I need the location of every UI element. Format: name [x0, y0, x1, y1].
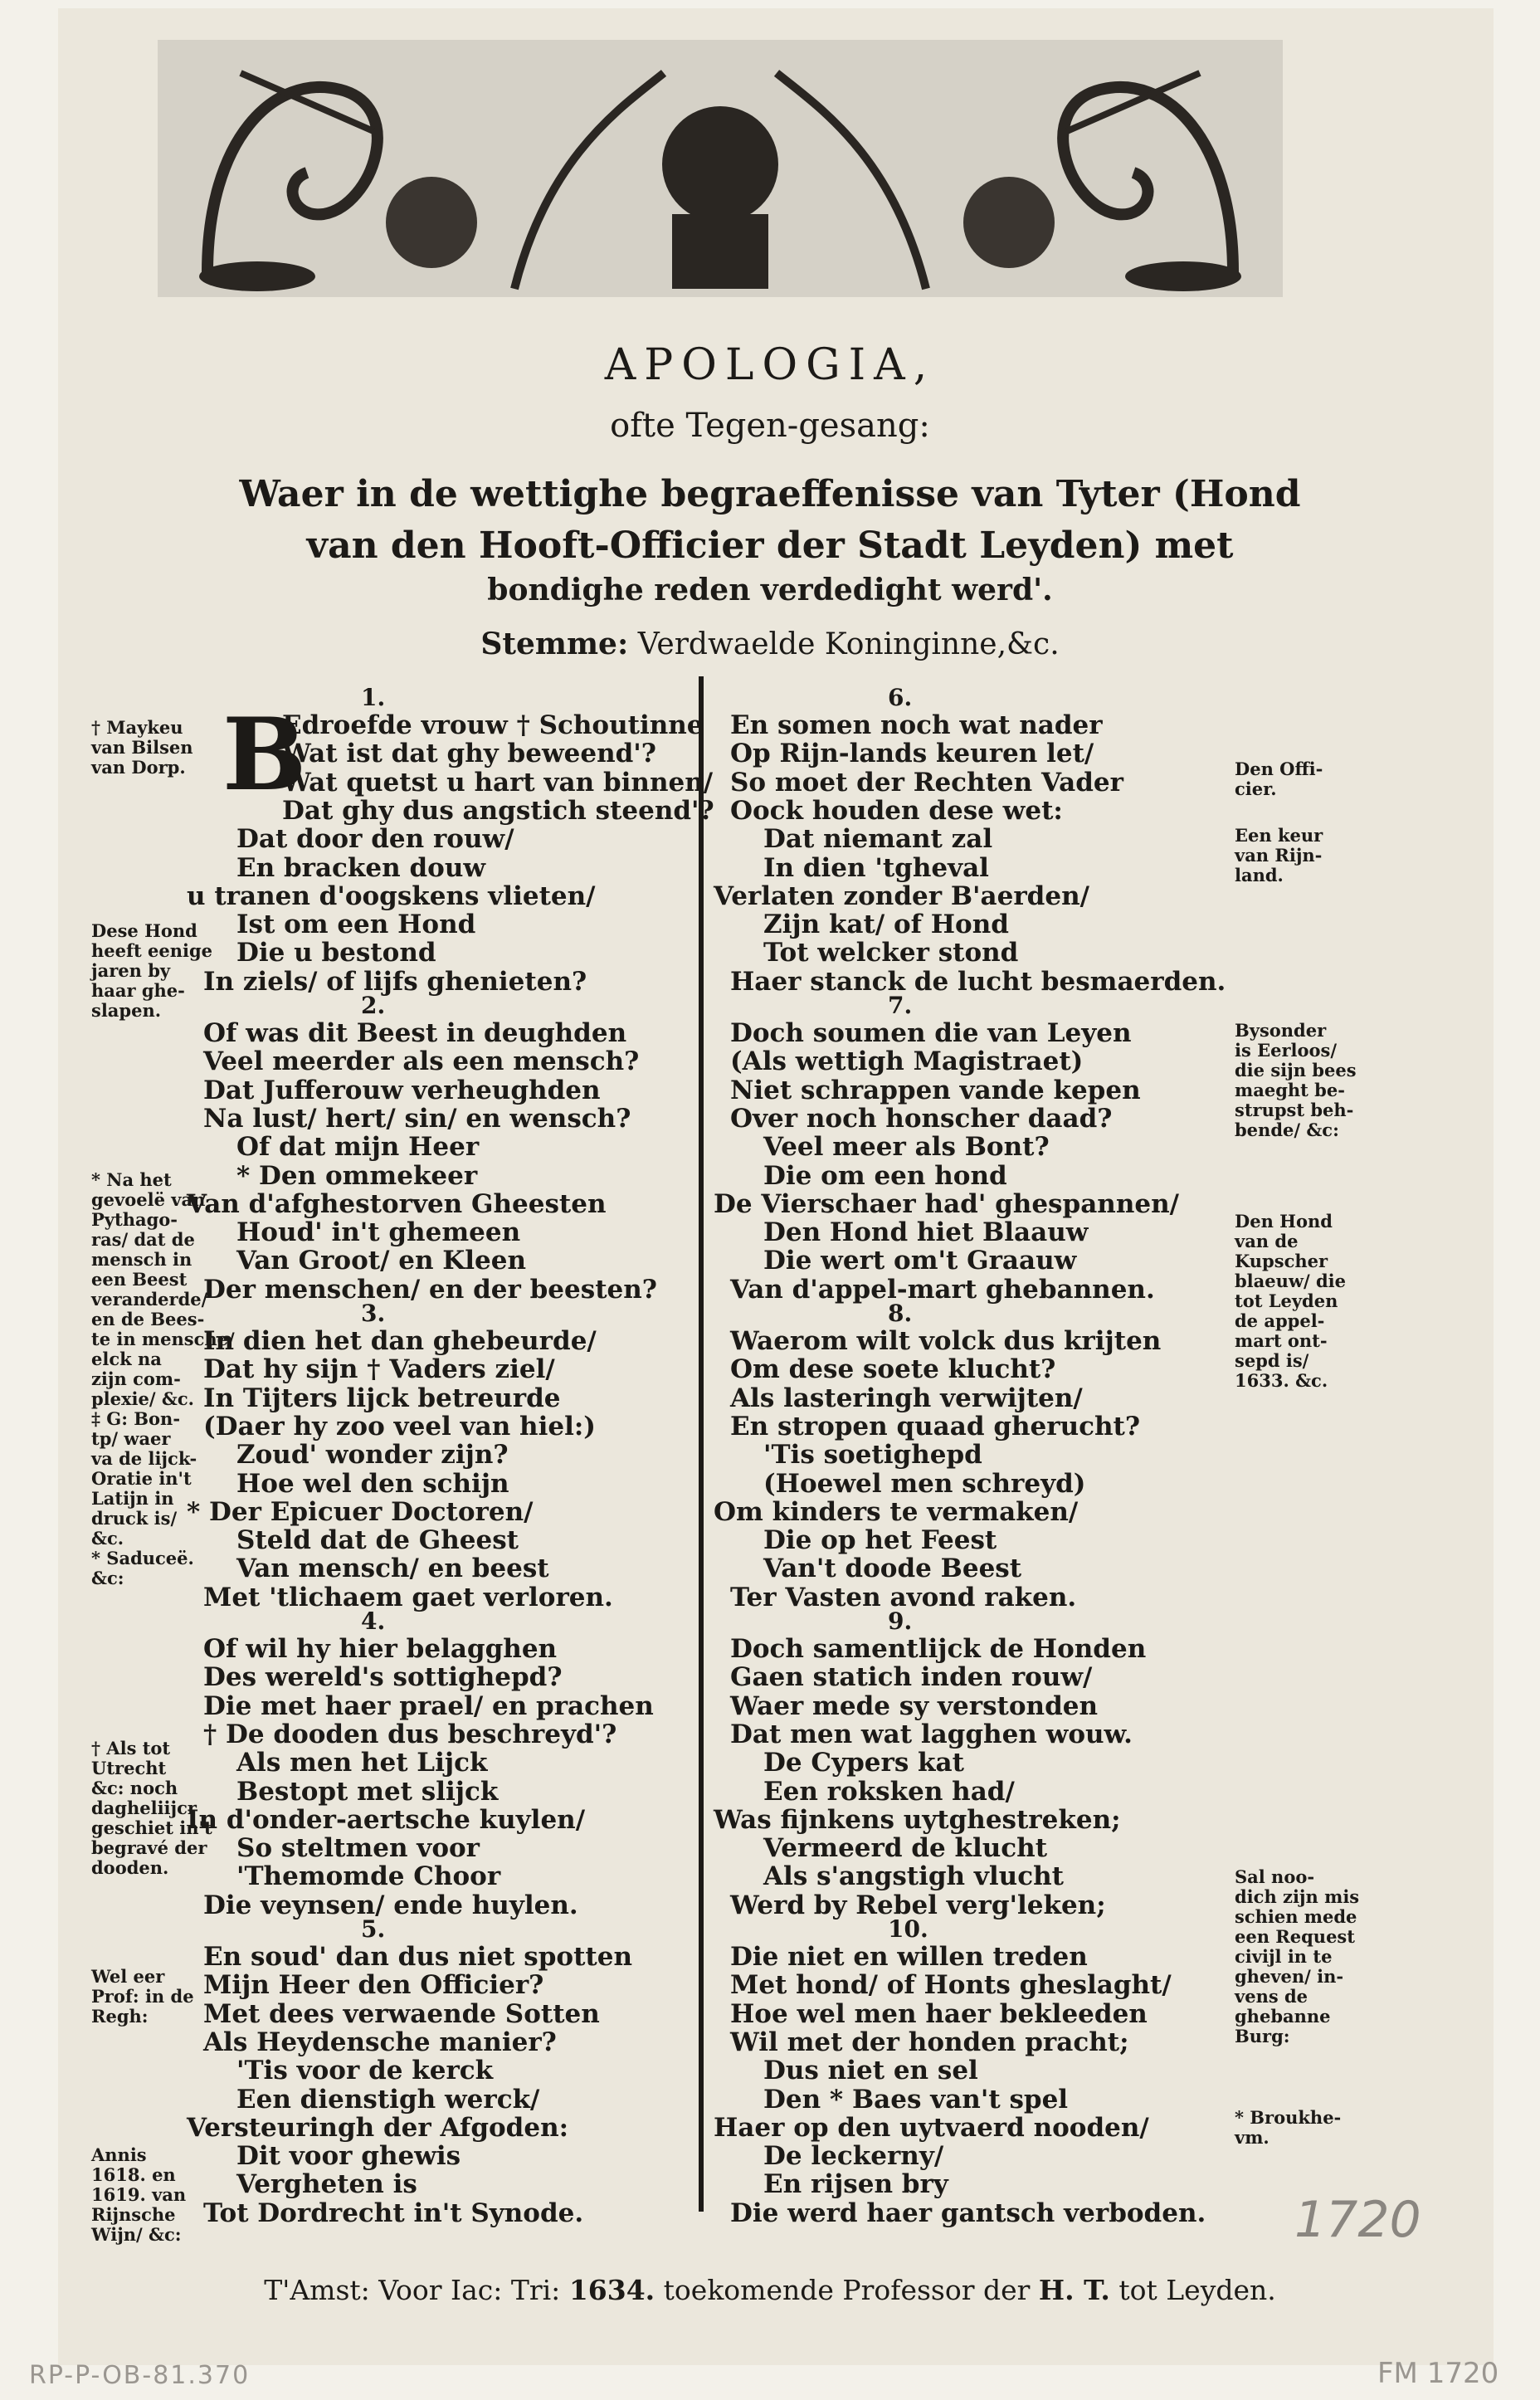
verse-line: Versteuringh der Afgoden: — [187, 2112, 569, 2143]
verse-line: Op Rijn-lands keuren let/ — [730, 739, 1094, 769]
verse-line: In dien 'tgheval — [763, 852, 989, 883]
imprint-text-2: toekomende Professor der — [663, 2274, 1031, 2306]
verse-line: Houd' in't ghemeen — [236, 1217, 521, 1248]
verse-line: Of wil hy hier belagghen — [203, 1634, 558, 1664]
verse-line: Met hond/ of Honts gheslaght/ — [730, 1970, 1172, 2001]
verse-line: En soud' dan dus niet spotten — [203, 1942, 632, 1972]
verse-line: Dat ghy dus angstich steend'? — [282, 795, 714, 826]
verse-line: Een roksken had/ — [763, 1776, 1015, 1807]
verse-line: 'Themomde Choor — [236, 1861, 501, 1892]
verse-line: Dit voor ghewis — [236, 2141, 461, 2172]
verse-line: Veel meerder als een mensch? — [203, 1046, 640, 1077]
call-number: RP-P-OB-81.370 — [29, 2361, 251, 2390]
verse-line: Van't doode Beest — [763, 1554, 1022, 1584]
verse-line: (Als wettigh Magistraet) — [730, 1046, 1084, 1077]
tune-indication — [0, 627, 1540, 661]
verse-line: De Vierschaer had' ghespannen/ — [714, 1188, 1179, 1219]
margin-note: Sal noo- dich zijn mis schien mede een Request civijl in te gheven/ in- vens de ghebanne Burg: — [1235, 1866, 1360, 2046]
verse-line: In Tijters lijck betreurde — [203, 1383, 561, 1413]
subtitle: ofte Tegen-gesang: — [610, 407, 930, 445]
verse-line: Met 'tlichaem gaet verloren. — [203, 1582, 613, 1612]
verse-line: In ziels/ of lijfs ghenieten? — [203, 966, 587, 997]
verse-line: Van d'appel-mart ghebannen. — [730, 1274, 1155, 1305]
tune-label: Stemme: — [480, 627, 629, 661]
stanza-number: 5. — [361, 1915, 386, 1943]
heading-line-2: van den Hooft-Officier der Stadt Leyden) met — [306, 524, 1234, 567]
stanza-number: 6. — [888, 684, 913, 711]
verse-line: Den Hond hiet Blaauw — [763, 1217, 1089, 1248]
verse-line: Den * Baes van't spel — [763, 2084, 1069, 2115]
verse-line: Tot welcker stond — [763, 938, 1019, 968]
verse-line: Na lust/ hert/ sin/ en wensch? — [203, 1103, 631, 1134]
stanza-number: 9. — [888, 1607, 913, 1635]
margin-note: Annis 1618. en 1619. van Rijnsche Wijn/ &c: — [91, 2144, 187, 2245]
verse-line: Die op het Feest — [763, 1525, 997, 1556]
stanza-number: 4. — [361, 1607, 386, 1635]
verse-line: So steltmen voor — [236, 1833, 480, 1864]
verse-line: † De dooden dus beschreyd'? — [203, 1719, 617, 1749]
verse-line: Als men het Lijck — [236, 1748, 488, 1778]
verse-line: Die om een hond — [763, 1160, 1007, 1191]
verse-line: Ter Vasten avond raken. — [730, 1582, 1077, 1612]
verse-line: Of was dit Beest in deughden — [203, 1018, 627, 1048]
stanza-number: 2. — [361, 992, 386, 1019]
drop-cap: B — [222, 696, 307, 813]
margin-note: Den Offi- cier. — [1235, 759, 1323, 799]
verse-line: Waer mede sy verstonden — [730, 1690, 1099, 1721]
stanza-number: 8. — [888, 1300, 913, 1327]
imprint — [0, 2274, 1540, 2306]
margin-note: Wel eer Prof: in de Regh: — [91, 1966, 194, 2027]
verse-line: Die u bestond — [236, 938, 436, 968]
verse-line: Wat quetst u hart van binnen/ — [282, 767, 714, 798]
margin-note: Bysonder is Eerloos/ die sijn bees maeght be- strupst beh- bende/ &c: — [1235, 1020, 1357, 1140]
margin-note: Den Hond van de Kupscher blaeuw/ die tot Leyden de appel- mart ont- sepd is/ 1633. &c. — [1235, 1211, 1346, 1391]
verse-line: Die wert om't Graauw — [763, 1246, 1077, 1276]
verse-line: Verlaten zonder B'aerden/ — [714, 880, 1089, 911]
verse-line: Bestopt met slijck — [236, 1776, 499, 1807]
verse-line: Steld dat de Gheest — [236, 1525, 519, 1556]
title: APOLOGIA, — [604, 340, 936, 390]
verse-line: Die werd haer gantsch verboden. — [730, 2198, 1206, 2228]
verse-line: Was fijnkens uytghestreken; — [714, 1804, 1121, 1835]
stanza-number: 10. — [888, 1915, 928, 1943]
verse-line: Zoud' wonder zijn? — [236, 1440, 509, 1471]
imprint-year: 1634. — [568, 2274, 655, 2306]
decorative-woodcut-header — [158, 40, 1283, 297]
verse-line: Oock houden dese wet: — [730, 795, 1063, 826]
margin-note: Een keur van Rijn- land. — [1235, 825, 1323, 885]
tune-name: Verdwaelde Koninginne,&c. — [637, 627, 1060, 661]
verse-line: Als lasteringh verwijten/ — [730, 1383, 1083, 1413]
verse-line: (Hoewel men schreyd) — [763, 1468, 1086, 1499]
verse-line: Hoe wel men haer bekleeden — [730, 1998, 1148, 2029]
verse-line: Dat hy sijn † Vaders ziel/ — [203, 1354, 555, 1385]
margin-note: * Na het gevoelë van Pythago- ras/ dat de mensch in een Beest veranderde/ en de Bees- te in mensche/ elck na zijn com- plexie/ &c. ‡ G: Bon- tp/ waer va de lijck- Oratie in't Latijn in druck is/ &c. * Saduceë. &c: — [91, 1169, 235, 1588]
verse-line: Dat Jufferouw verheughden — [203, 1075, 601, 1105]
verse-line: Haer op den uytvaerd nooden/ — [714, 2112, 1149, 2143]
verse-line: En stropen quaad gherucht? — [730, 1411, 1141, 1441]
verse-line: Met dees verwaende Sotten — [203, 1998, 600, 2029]
verse-line: Doch samentlijck de Honden — [730, 1634, 1147, 1664]
verse-line: Der menschen/ en der beesten? — [203, 1274, 657, 1305]
verse-line: Die met haer prael/ en prachen — [203, 1690, 654, 1721]
column-divider — [699, 676, 704, 2212]
verse-line: Niet schrappen vande kepen — [730, 1075, 1141, 1105]
verse-line: Veel meer als Bont? — [763, 1132, 1050, 1163]
margin-note: * Broukhe- vm. — [1235, 2107, 1342, 2148]
verse-line: Of dat mijn Heer — [236, 1132, 480, 1163]
verse-line: * Den ommekeer — [236, 1160, 478, 1191]
verse-line: Over noch honscher daad? — [730, 1103, 1113, 1134]
verse-line: Om kinders te vermaken/ — [714, 1496, 1079, 1527]
pencil-year: 1720 — [1294, 2191, 1421, 2249]
margin-note: † Maykeu van Bilsen van Dorp. — [91, 717, 193, 778]
verse-line: Edroefde vrouw † Schoutinne — [282, 710, 704, 740]
verse-line: Haer stanck de lucht besmaerden. — [730, 966, 1226, 997]
pencil-annotation: FM 1720 — [1377, 2357, 1499, 2390]
verse-line: Vergheten is — [236, 2169, 417, 2200]
verse-line: 'Tis soetighepd — [763, 1440, 982, 1471]
verse-line: Dus niet en sel — [763, 2056, 978, 2086]
verse-line: * Der Epicuer Doctoren/ — [187, 1496, 534, 1527]
verse-line: Tot Dordrecht in't Synode. — [203, 2198, 584, 2228]
verse-line: Die veynsen/ ende huylen. — [203, 1890, 578, 1920]
verse-line: Des wereld's sottighepd? — [203, 1662, 563, 1693]
verse-line: Als Heydensche manier? — [203, 2027, 557, 2057]
margin-note: † Als tot Utrecht &c: noch dagheliijcr geschiet in't begravé der dooden. — [91, 1738, 212, 1878]
verse-line: Als s'angstigh vlucht — [763, 1861, 1064, 1892]
stanza-number: 3. — [361, 1300, 386, 1327]
verse-line: Gaen statich inden rouw/ — [730, 1662, 1093, 1693]
verse-line: Van d'afghestorven Gheesten — [187, 1188, 607, 1219]
verse-line: En somen noch wat nader — [730, 710, 1103, 740]
verse-line: Die niet en willen treden — [730, 1942, 1088, 1972]
verse-line: Doch soumen die van Leyen — [730, 1018, 1132, 1048]
verse-line: Dat niemant zal — [763, 824, 993, 855]
verse-line: Werd by Rebel verg'leken; — [730, 1890, 1106, 1920]
imprint-text-1: T'Amst: Voor Iac: Tri: — [264, 2274, 561, 2306]
margin-note: Dese Hond heeft eenige jaren by haar ghe- slapen. — [91, 920, 213, 1021]
stanza-number: 7. — [888, 992, 913, 1019]
verse-line: De Cypers kat — [763, 1748, 964, 1778]
imprint-text-3: tot Leyden. — [1118, 2274, 1276, 2306]
verse-line: Mijn Heer den Officier? — [203, 1970, 544, 2001]
verse-line: Wat ist dat ghy beweend'? — [282, 739, 656, 769]
heading-line-1: Waer in de wettighe begraeffenisse van Tyter (Hond — [239, 473, 1301, 515]
verse-line: Dat men wat lagghen wouw. — [730, 1719, 1133, 1749]
verse-line: Waerom wilt volck dus krijten — [730, 1326, 1162, 1356]
verse-line: u tranen d'oogskens vlieten/ — [187, 880, 596, 911]
verse-line: 'Tis voor de kerck — [236, 2056, 494, 2086]
verse-line: Zijn kat/ of Hond — [763, 910, 1009, 940]
verse-line: In d'onder-aertsche kuylen/ — [187, 1804, 586, 1835]
verse-line: (Daer hy zoo veel van hiel:) — [203, 1411, 596, 1441]
verse-line: Van mensch/ en beest — [236, 1554, 549, 1584]
verse-line: Een dienstigh werck/ — [236, 2084, 540, 2115]
verse-line: Om dese soete klucht? — [730, 1354, 1056, 1385]
verse-line: En bracken douw — [236, 852, 486, 883]
verse-line: So moet der Rechten Vader — [730, 767, 1123, 798]
verse-line: Wil met der honden pracht; — [730, 2027, 1129, 2057]
imprint-initials: H. T. — [1038, 2274, 1110, 2306]
verse-line: Van Groot/ en Kleen — [236, 1246, 526, 1276]
verse-line: Ist om een Hond — [236, 910, 476, 940]
verse-line: In dien het dan ghebeurde/ — [203, 1326, 597, 1356]
verse-line: Hoe wel den schijn — [236, 1468, 509, 1499]
verse-line: Dat door den rouw/ — [236, 824, 514, 855]
verse-line: Vermeerd de klucht — [763, 1833, 1048, 1864]
verse-line: De leckerny/ — [763, 2141, 944, 2172]
verse-line: En rijsen bry — [763, 2169, 948, 2200]
heading-line-3: bondighe reden verdedight werd'. — [487, 573, 1053, 607]
stanza-number: 1. — [361, 684, 386, 711]
